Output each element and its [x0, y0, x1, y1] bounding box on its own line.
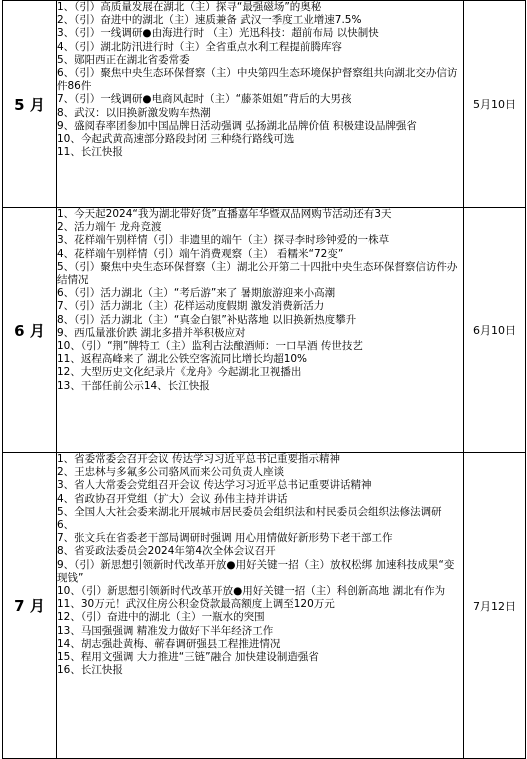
list-item: 10、今起武黄高速部分路段封闭 三种绕行路线可选: [57, 133, 295, 146]
news-items-cell: [57, 208, 464, 453]
list-item: 12、大型历史文化纪录片《龙舟》今起湖北卫视播出: [57, 366, 302, 379]
list-item: 6、（引）聚焦中央生态环保督察（主）中央第四生态环境保护督察组共向湖北交办信访件86件: [57, 67, 458, 93]
list-item: 8、（引）活力湖北（主）“真金白银”补贴落地 以旧换新热度攀升: [57, 313, 357, 326]
list-item: 3、省人大常委会党组召开会议 传达学习习近平总书记重要讲话精神: [57, 479, 372, 492]
list-item: 13、马国强强调 精准发力做好下半年经济工作: [57, 624, 274, 637]
list-item: 2、活力端午 龙舟竞渡: [57, 221, 162, 234]
date-cell: 6月10日: [464, 208, 526, 453]
table-row: [3, 453, 526, 759]
list-item: 11、30万元！武汉住房公积金贷款最高额度上调至120万元: [57, 598, 335, 611]
schedule-table: [2, 0, 526, 759]
list-item: 7、（引）活力湖北（主）花样运动度假期 激发消费新活力: [57, 300, 325, 313]
list-item: 13、干部任前公示14、长江快报: [57, 379, 210, 392]
list-item: 1、今天起2024“我为湖北带好货”直播嘉年华暨双品网购节活动还有3天: [57, 208, 392, 220]
news-items-cell: [57, 453, 464, 759]
list-item: 10、（引）新思想引领新时代改革开放●用好关键一招（主）科创新高地 湖北有作为: [57, 585, 446, 598]
list-item: 6、（引）活力湖北（主）“考后游”来了 暑期旅游迎来小高潮: [57, 287, 336, 300]
list-item: 9、（引）新思想引领新时代改革开放●用好关键一招（主）放权松绑 加速科技成果“变现钱”: [57, 558, 455, 584]
month-cell: 5 月: [3, 1, 57, 208]
list-item: 3、花样端午别样情（引）非遗里的端午（主）探寻李时珍钟爱的一株草: [57, 234, 390, 247]
list-item: 7、（引）一线调研●电商风起时（主）“藤茶姐姐”背后的大男孩: [57, 93, 352, 106]
list-item: 5、郧阳西正在湖北省委常委: [57, 53, 190, 66]
list-item: 5、全国人大社会委来湖北开展城市居民委员会组织法和村民委员会组织法修法调研: [57, 505, 442, 518]
list-item: 2、（引）奋进中的湖北（主）速质兼备 武汉一季度工业增速7.5%: [57, 14, 362, 27]
table-row: [3, 208, 526, 453]
list-item: 5、（引）聚焦中央生态环保督察（主）湖北公开第二十四批中央生态环保督察信访件办结情况: [57, 260, 458, 287]
date-cell: 5月10日: [464, 1, 526, 208]
month-cell: 6 月: [3, 208, 57, 453]
list-item: 9、西瓜量涨价跌 湖北多措并举积极应对: [57, 326, 246, 339]
list-item: 14、胡志强赴黄梅、蕲春调研强县工程推进情况: [57, 637, 281, 650]
news-items-cell: [57, 1, 464, 208]
list-item: 9、盛阅春率团参加中国品牌日活动强调 弘扬湖北品牌价值 积极建设品牌强省: [57, 119, 417, 132]
list-item: 1、省委常委会召开会议 传达学习习近平总书记重要指示精神: [57, 453, 341, 465]
list-item: 7、张文兵在省委老干部局调研时强调 用心用情做好新形势下老干部工作: [57, 532, 393, 545]
list-item: 3、（引）一线调研●由海进行时 （主）光迅科技：超前布局 以快制快: [57, 27, 379, 40]
month-cell: 7 月: [3, 453, 57, 759]
list-item: 4、省政协召开党组（扩大）会议 孙伟主持并讲话: [57, 492, 288, 505]
list-item: 11、返程高峰来了 湖北公铁空客流同比增长均超10%: [57, 353, 308, 366]
list-item: 8、武汉：以旧换新激发购车热潮: [57, 106, 211, 119]
list-item: 15、程用文强调 大力推进“三链”融合 加快建设制造强省: [57, 651, 319, 664]
table-row: [3, 1, 526, 208]
list-item: 6、: [57, 519, 75, 532]
list-item: 2、王忠林与多氟多公司骆风而来公司负责人座谈: [57, 466, 285, 479]
list-item: 10、（引）“荆”牌特工（主）监利古法酿酒师：一口旱酒 传世技艺: [57, 340, 363, 353]
list-item: 4、（引）湖北防汛进行时（主）全省重点水利工程提前腾库容: [57, 40, 342, 53]
list-item: 11、长江快报: [57, 146, 123, 159]
date-cell: 7月12日: [464, 453, 526, 759]
list-item: 16、长江快报: [57, 664, 123, 677]
list-item: 12、（引）奋进中的湖北（主）一瓶水的突围: [57, 611, 265, 624]
list-item: 8、省妥政法委员会2024年第4次全体会议召开: [57, 545, 276, 558]
list-item: 1、（引）高质量发展在湖北（主）探寻“最强磁场”的奥秘: [57, 1, 322, 13]
list-item: 4、花样端午别样情（引）端午消费观察（主） 看糯米“72变”: [57, 247, 344, 260]
